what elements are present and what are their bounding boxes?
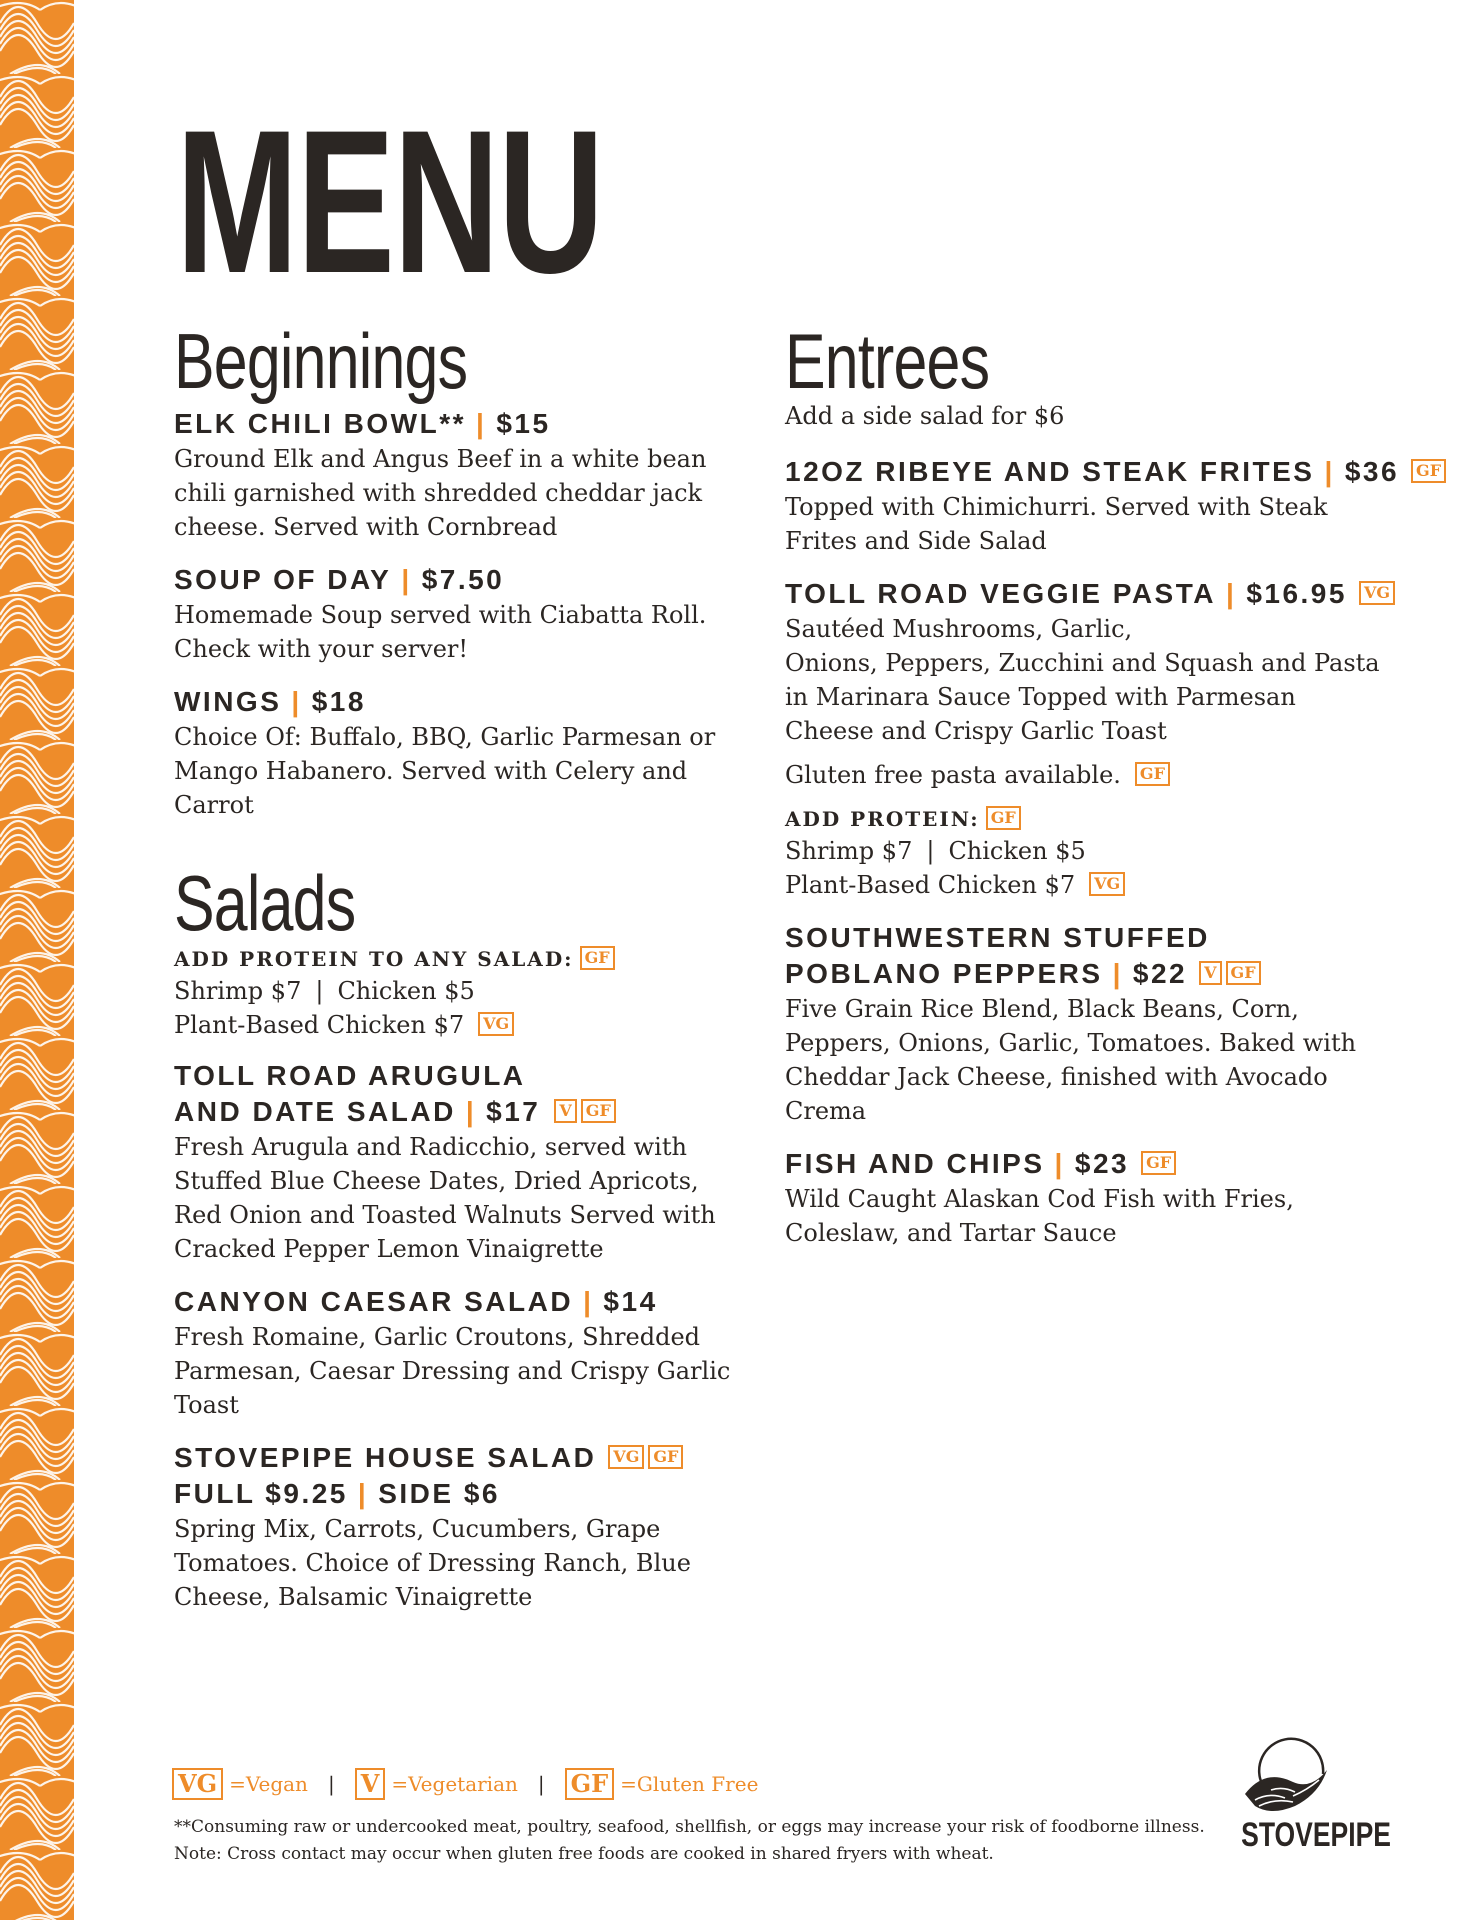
item-description: Wild Caught Alaskan Cod Fish with Fries, Coleslaw, and Tartar Sauce <box>785 1185 1294 1247</box>
menu-item-ribeye <box>785 454 1442 558</box>
stovepipe-logo <box>1220 1734 1391 1855</box>
protein-chicken: Chicken $5 <box>337 977 475 1005</box>
item-name: CANYON CAESAR SALAD <box>174 1286 574 1317</box>
item-description: Homemade Soup served with Ciabatta Roll. Check with your server! <box>174 601 707 663</box>
item-price: $7.50 <box>421 564 505 595</box>
item-price: $18 <box>311 686 366 717</box>
gf-badge: GF <box>1411 459 1446 483</box>
menu-item-elk-chili <box>174 406 734 544</box>
gluten-free-pasta-note: Gluten free pasta available. <box>785 761 1121 789</box>
item-name: ELK CHILI BOWL** <box>174 408 466 439</box>
item-name: STOVEPIPE HOUSE SALAD <box>174 1442 597 1473</box>
gf-badge: GF <box>1226 961 1261 985</box>
price-separator: | <box>1054 1148 1065 1179</box>
item-price: $23 <box>1074 1148 1130 1179</box>
item-name: AND DATE SALAD <box>174 1096 456 1127</box>
menu-item-wings <box>174 684 734 822</box>
beginnings-heading: Beginnings <box>174 317 468 405</box>
item-price-side: SIDE $6 <box>378 1478 500 1509</box>
disclaimer-gluten: Note: Cross contact may occur when gluten free foods are cooked in shared fryers with wheat. <box>174 1844 994 1864</box>
price-separator: | <box>357 1478 369 1509</box>
item-price: $36 <box>1344 456 1400 487</box>
item-name: WINGS <box>174 686 282 717</box>
legend-gf-badge: GF <box>565 1768 615 1800</box>
price-separator: | <box>401 564 412 595</box>
vg-badge: VG <box>1089 872 1125 896</box>
legend-gf-label: =Gluten Free <box>620 1772 759 1796</box>
salad-protein-block <box>174 944 734 1042</box>
item-price: $16.95 <box>1246 578 1347 609</box>
price-separator: | <box>1225 578 1237 609</box>
v-badge: V <box>554 1099 576 1123</box>
item-description: Onions, Peppers, Zucchini and Squash and Pasta in Marinara Sauce Topped with Parmesan Cheese and Crispy Garlic Toast <box>785 649 1380 745</box>
gf-badge: GF <box>648 1445 683 1469</box>
item-price-full: FULL $9.25 <box>174 1478 348 1509</box>
logo-wordmark: STOVEPIPE <box>1241 1816 1391 1854</box>
stovepipe-logo-icon <box>1235 1734 1335 1820</box>
salads-heading: Salads <box>174 859 356 947</box>
protein-chicken: Chicken $5 <box>948 837 1086 865</box>
item-description: Five Grain Rice Blend, Black Beans, Corn, Peppers, Onions, Garlic, Tomatoes. Baked with Cheddar Jack Cheese, finished with Avocado Crema <box>785 995 1357 1125</box>
gf-badge: GF <box>1141 1151 1176 1175</box>
protein-plant-based: Plant-Based Chicken $7 <box>174 1011 465 1039</box>
item-name: POBLANO PEPPERS <box>785 958 1103 989</box>
left-column <box>174 318 734 1614</box>
menu-item-arugula-salad <box>174 1058 734 1266</box>
item-price: $17 <box>486 1096 541 1127</box>
gf-badge: GF <box>581 1099 616 1123</box>
item-price: $15 <box>496 408 551 439</box>
item-name: 12OZ RIBEYE AND STEAK FRITES <box>785 456 1315 487</box>
gf-badge: GF <box>580 946 615 970</box>
item-description: Fresh Arugula and Radicchio, served with Stuffed Blue Cheese Dates, Dried Apricots, Red Onion and Toasted Walnuts Served with Cracked Pepper Lemon Vinaigrette <box>174 1133 716 1263</box>
item-description: Ground Elk and Angus Beef in a white bean chili garnished with shredded cheddar jack cheese. Served with Cornbread <box>174 445 707 541</box>
price-separator: | <box>1324 456 1335 487</box>
legend-v-label: =Vegetarian <box>391 1772 518 1796</box>
right-column <box>785 317 1442 1250</box>
vg-badge: VG <box>608 1445 644 1469</box>
protein-separator: | <box>315 977 324 1005</box>
add-protein-label: ADD PROTEIN TO ANY SALAD: <box>174 947 574 971</box>
menu-item-caesar-salad <box>174 1284 734 1422</box>
menu-title: MENU <box>176 88 603 316</box>
item-name: SOUTHWESTERN STUFFED <box>785 922 1210 953</box>
gf-badge: GF <box>986 806 1021 830</box>
menu-item-fish-and-chips <box>785 1146 1385 1250</box>
menu-item-poblano-peppers <box>785 920 1385 1128</box>
protein-shrimp: Shrimp $7 <box>785 837 913 865</box>
legend-separator: | <box>537 1772 545 1796</box>
entrees-heading: Entrees <box>785 317 990 405</box>
vg-badge: VG <box>478 1012 514 1036</box>
price-separator: | <box>291 686 302 717</box>
price-separator: | <box>1112 958 1123 989</box>
item-name: TOLL ROAD ARUGULA <box>174 1060 526 1091</box>
item-description-line1: Sautéed Mushrooms, Garlic, <box>785 615 1133 643</box>
side-salad-note: Add a side salad for $6 <box>785 402 1065 430</box>
add-protein-label: ADD PROTEIN: <box>785 807 980 831</box>
decorative-pattern-stripe <box>0 0 74 1920</box>
legend-v-badge: V <box>355 1768 386 1800</box>
item-description: Choice Of: Buffalo, BBQ, Garlic Parmesan or Mango Habanero. Served with Celery and Carrot <box>174 723 716 819</box>
legend-separator: | <box>327 1772 335 1796</box>
menu-item-house-salad <box>174 1440 734 1614</box>
legend-vg-badge: VG <box>172 1768 223 1800</box>
protein-shrimp: Shrimp $7 <box>174 977 302 1005</box>
vg-badge: VG <box>1359 581 1395 605</box>
disclaimer <box>174 1814 1224 1868</box>
v-badge: V <box>1199 961 1221 985</box>
item-description: Topped with Chimichurri. Served with Steak Frites and Side Salad <box>785 493 1328 555</box>
price-separator: | <box>476 408 487 439</box>
item-name: SOUP OF DAY <box>174 564 392 595</box>
item-name: TOLL ROAD VEGGIE PASTA <box>785 578 1216 609</box>
menu-item-veggie-pasta <box>785 576 1391 902</box>
dietary-legend <box>172 1766 758 1802</box>
price-separator: | <box>465 1096 477 1127</box>
menu-item-soup <box>174 562 734 666</box>
item-price: $22 <box>1132 958 1188 989</box>
legend-vg-label: =Vegan <box>229 1772 308 1796</box>
protein-plant-based: Plant-Based Chicken $7 <box>785 871 1076 899</box>
disclaimer-raw-food: **Consuming raw or undercooked meat, poultry, seafood, shellfish, or eggs may increase your risk of foodborne illness. <box>174 1817 1205 1837</box>
item-name: FISH AND CHIPS <box>785 1148 1045 1179</box>
protein-separator: | <box>926 837 935 865</box>
item-description: Spring Mix, Carrots, Cucumbers, Grape Tomatoes. Choice of Dressing Ranch, Blue Cheese, Balsamic Vinaigrette <box>174 1515 691 1611</box>
gf-badge: GF <box>1135 762 1170 786</box>
item-description: Fresh Romaine, Garlic Croutons, Shredded Parmesan, Caesar Dressing and Crispy Garlic Toast <box>174 1323 731 1419</box>
price-separator: | <box>583 1286 594 1317</box>
item-price: $14 <box>603 1286 658 1317</box>
